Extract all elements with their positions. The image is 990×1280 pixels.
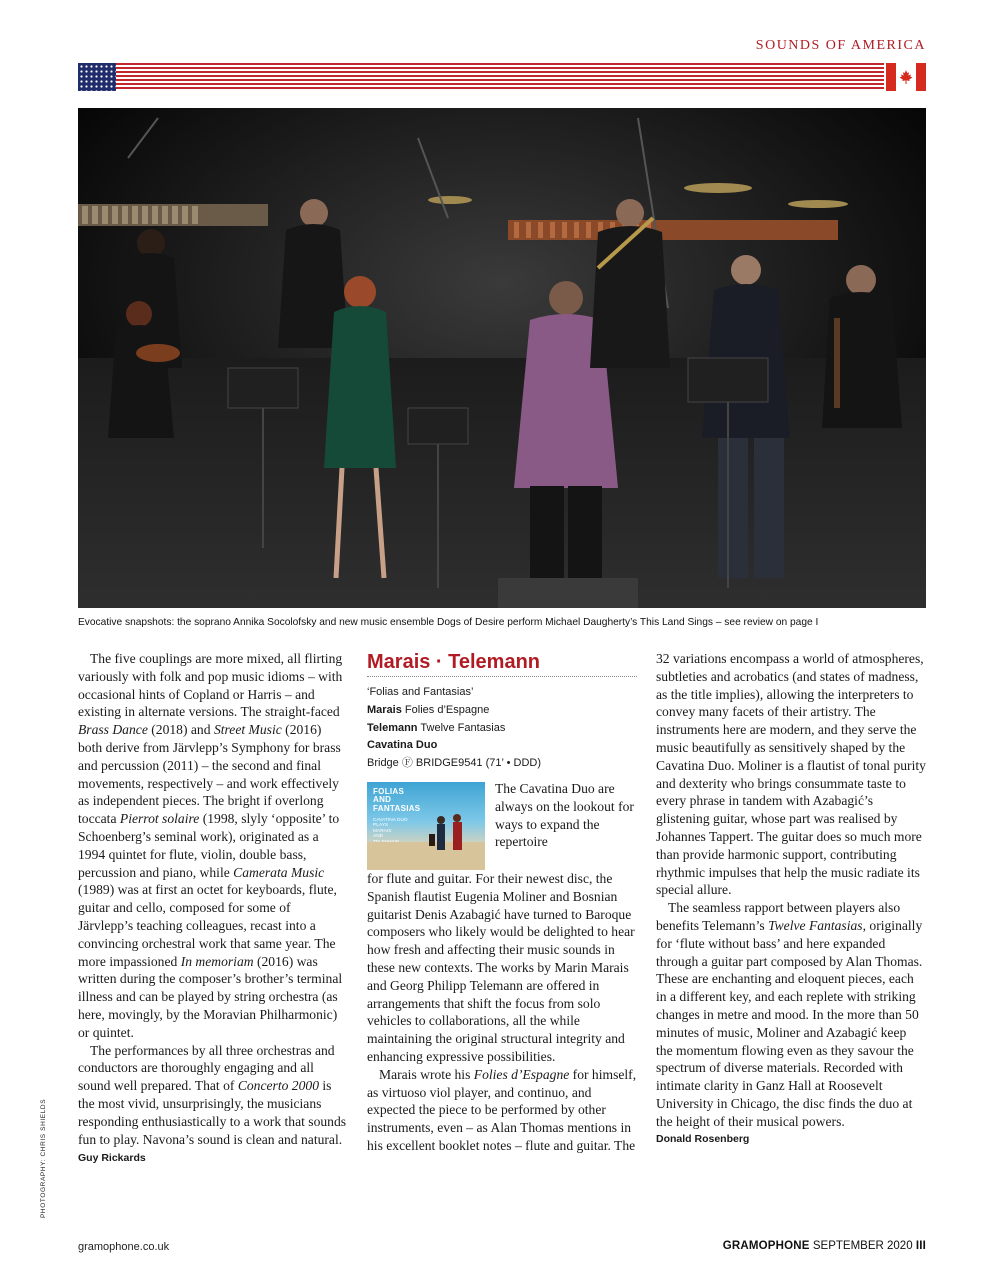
maple-leaf-icon bbox=[898, 69, 914, 85]
reviewer-signature: Donald Rosenberg bbox=[656, 1132, 750, 1145]
label-catalogue: Bridge Ⓕ BRIDGE9541 (71’ • DDD) bbox=[367, 757, 542, 770]
us-flag-stars-icon bbox=[78, 63, 116, 91]
reviewer-signature: Guy Rickards bbox=[78, 1152, 146, 1165]
work-line: Telemann Twelve Fantasias bbox=[367, 721, 506, 734]
article-column-1 bbox=[78, 650, 348, 1168]
paragraph: for flute and guitar. For their newest disc, the Spanish flautist Eugenia Moliner and Bosnian guitarist Denis Azabagić have turned to Baroque composers who likely would be delighted to hear how fresh and affecting their music sounds in these new contexts. The works by Marin Marais and Georg Philipp Telemann are offered in arrangements that shift the focus from solo vehicles to collaborations, all the while maintaining the original structural integrity and enhancing expressive possibilities. bbox=[367, 870, 635, 1064]
photo-caption: Evocative snapshots: the soprano Annika Socolofsky and new music ensemble Dogs of Desire perform Michael Daugherty’s This Land Sings – see review on page I bbox=[78, 617, 819, 628]
album-title: ‘Folias and Fantasias’ bbox=[367, 686, 474, 698]
flag-banner bbox=[78, 63, 926, 91]
paragraph: Marais wrote his Folies d’Espagne for himself, as virtuoso viol player, and continuo, and expected the piece to be performed by other instruments, even – as Alan Thomas mentions in his excellent booklet notes – flute and guitar. The bbox=[367, 1066, 637, 1153]
section-title: SOUNDS OF AMERICA bbox=[755, 38, 926, 53]
paragraph: The five couplings are more mixed, all flirting variously with folk and pop music idioms – with occasional hints of Copland or Harris – and existing in alternate versions. The straight-faced Brass Dance (2018) and Street Music (2016) both derive from Järvlepp’s Symphony for brass and percussion (2011) – the second and final movements, respectively – and work effectively as independent pieces. The bright if overlong toccata Pierrot solaire (1998, slyly ‘opposite’ to Schoenberg’s seminal work), originated as a 1994 quintet for flute, violin, double bass, percussion and piano, while Camerata Music (1989) was at first an octet for keyboards, flute, guitar and cello, composed for some of Järvlepp’s teaching colleagues, recast into a convincing orchestral work that same year. The more impassioned In memoriam (2016) was written during the composer’s brother’s terminal illness and can be played by string orchestra (as here, movingly, by the Moravian Philharmonic) or quintet. bbox=[78, 651, 343, 1040]
article-column-2 bbox=[367, 650, 637, 1155]
photo-credit: PHOTOGRAPHY: CHRIS SHIELDS bbox=[40, 1098, 47, 1218]
canada-flag-icon bbox=[886, 63, 926, 91]
concert-photo bbox=[78, 108, 926, 608]
paragraph: The performances by all three orchestras and conductors are thoroughly engaging and all sound well prepared. That of Concerto 2000 is the most vivid, unsurprisingly, the musicians responding enthusiastically to a work that sounds fun to play. Navona’s sound is clean and natural. Guy Rickards bbox=[78, 1042, 347, 1165]
website-link[interactable]: gramophone.co.uk bbox=[78, 1241, 170, 1253]
paragraph: The seamless rapport between players also benefits Telemann’s Twelve Fantasias, originally for ‘flute without bass’ and here expanded through a guitar part composed by Alan Thomas. These are enchanting and eloquent pieces, each in a different key, and each replete with striking changes in metre and mood. In the more than 50 minutes of music, Moliner and Azabagić keep the momentum flowing even as they savour the spectrum of diverse materials. Recorded with intimate clarity in Ganz Hall at Roosevelt University in Chicago, the disc finds the duo at the height of their musical powers. bbox=[656, 900, 923, 1129]
review-intro: The Cavatina Duo are always on the lookout for ways to expand the repertoire bbox=[495, 780, 634, 850]
paragraph: 32 variations encompass a world of atmospheres, subtleties and acrobatics (and states of madness, as the title implies), allowing the interpreters to convey many facets of their artistry. The instruments here are modern, and they serve the music beautifully as sensitively shaped by the Cavatina Duo. Moliner is a flautist of tonal purity and dexterity who brings consummate taste to every phrase in tandem with Azabagić’s glistening guitar, whose part was realised by Johannes Tappert. The guitar does so much more than provide harmonic support, contributing rhythmic impulses that help the music radiate its special allure. bbox=[656, 651, 926, 898]
album-cover: FOLIAS AND FANTASIAS CAVATINA DUO PLAYS MARAIS AND bbox=[367, 782, 485, 870]
page-footer: GRAMOPHONE SEPTEMBER 2020 III bbox=[722, 1240, 926, 1252]
review-title: Marais · Telemann bbox=[367, 650, 637, 677]
us-flag-stripes bbox=[116, 63, 884, 91]
article-column-3 bbox=[656, 650, 926, 1148]
work-line: Marais Folies d’Espagne bbox=[367, 703, 490, 716]
performer: Cavatina Duo bbox=[367, 739, 438, 752]
